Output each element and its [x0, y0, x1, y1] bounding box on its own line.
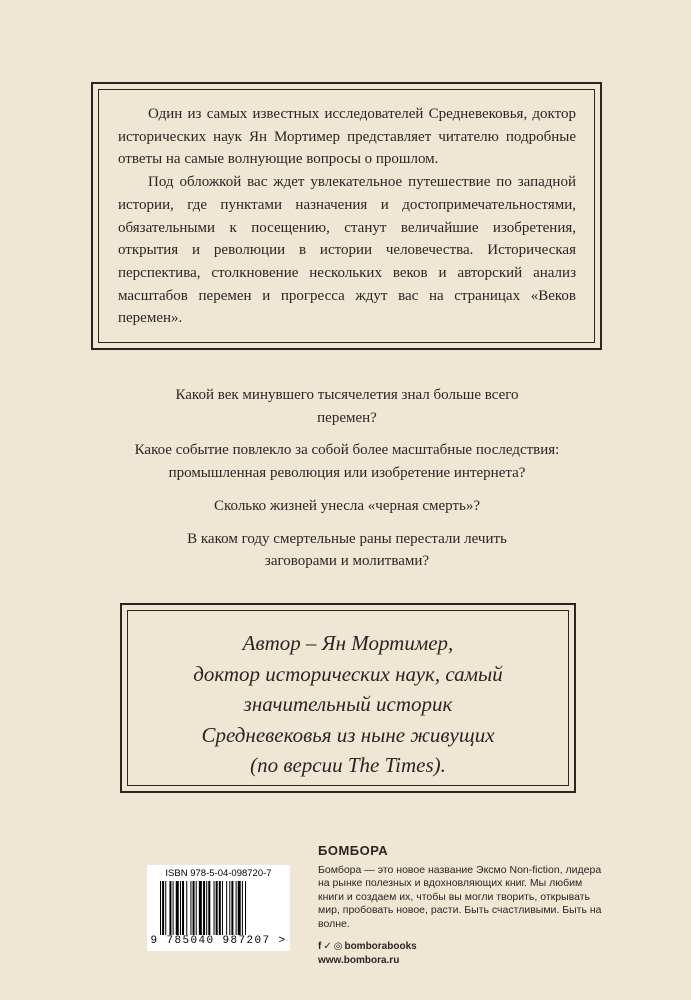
questions-list [118, 384, 576, 583]
intro-paragraph-2: Под обложкой вас ждет увлекательное путешествие по западной истории, где пунктами назначения и достопримечательностями, обязательными к посещению, станут величайшие изобретения, открытия и революции в истории человечества. Историческая перспектива, столкновение нескольких веков и авторский анализ масштабов перемен и прогресса ждут вас на страницах «Веков перемен». [118, 174, 576, 327]
author-quote [120, 628, 576, 781]
barcode-block [147, 865, 290, 951]
question-4: В каком году смертельные раны перестали лечить заговорами и молитвами? [187, 530, 507, 570]
author-quote-line: доктор исторических наук, самый [193, 661, 503, 686]
barcode-digits: 9 785040 987207 > [150, 935, 287, 947]
intro-paragraph-1: Один из самых известных исследователей Средневековья, доктор исторических наук Ян Мортимер представляет читателю подробные ответы на самые волнующие вопросы о прошлом. [118, 106, 576, 168]
social-row [318, 941, 608, 952]
intro-text [118, 103, 576, 330]
publisher-name: БОМБОРА [318, 843, 389, 858]
question-3: Сколько жизней унесла «черная смерть»? [213, 497, 481, 514]
question-2: Какое событие повлекло за собой более масштабные последствия: промышленная революция или изобретение интернета? [134, 442, 560, 482]
facebook-icon: f [318, 941, 322, 953]
question-1: Какой век минувшего тысячелетия знал больше всего перемен? [175, 387, 519, 426]
author-quote-line: Автор – Ян Мортимер, [242, 631, 454, 655]
website-link: www.bombora.ru [318, 955, 400, 967]
instagram-icon: ◎ [333, 941, 343, 953]
author-quote-line: Средневековья из ныне живущих [201, 722, 495, 747]
social-handle: bomborabooks [344, 941, 417, 953]
author-quote-line: (по версии The Times). [250, 753, 446, 777]
barcode-image [160, 881, 277, 935]
author-quote-line: значительный историк [243, 692, 453, 716]
vk-icon: ✓ [323, 941, 332, 953]
publisher-block [318, 843, 608, 966]
publisher-description: Бомбора — это новое название Эксмо Non-fiction, лидера на рынке полезных и вдохновляющих книг. Мы любим книги и создаем их, чтобы вы могли творить, открывать мир, пробовать новое, расти. Быть счастливыми. Быть на волне. [318, 864, 602, 930]
isbn-text: ISBN 978-5-04-098720-7 [165, 868, 272, 879]
